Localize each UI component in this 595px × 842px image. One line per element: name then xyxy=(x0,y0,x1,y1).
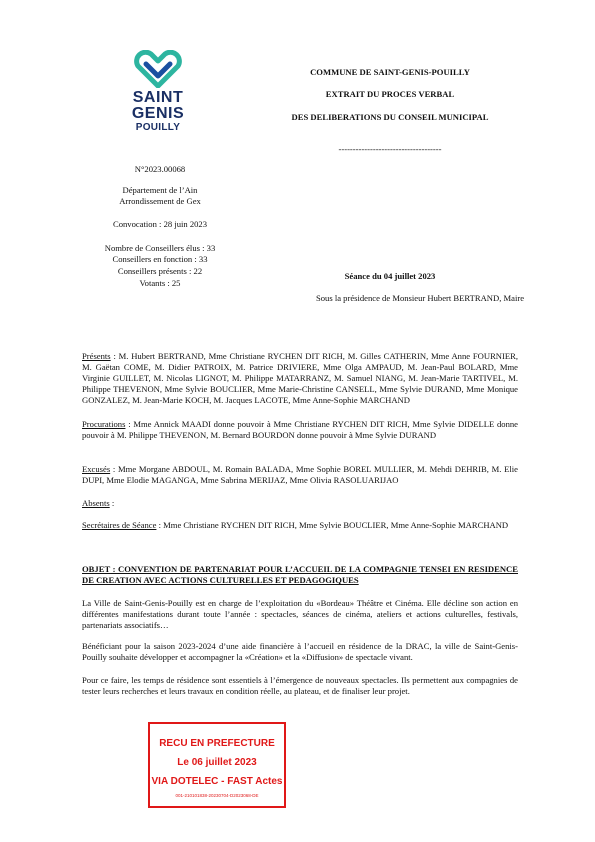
saint-genis-pouilly-logo xyxy=(127,50,189,133)
extrait-title: EXTRAIT DU PROCES VERBAL xyxy=(325,89,455,99)
objet-text: : CONVENTION DE PARTENARIAT POUR L’ACCUEIL DE LA COMPAGNIE TENSEI EN RESIDENCE DE CREATION AVEC ACTIONS CULTURELLES ET PEDAGOGIQUES xyxy=(82,564,518,585)
objet-label: OBJET xyxy=(82,564,111,574)
secretaires-paragraph xyxy=(82,520,518,531)
body-paragraph-3: Pour ce faire, les temps de résidence sont essentiels à l’émergence de nouveaux spectacles. Ils permettent aux compagnies de tester leurs recherches et leurs travaux en condition réelle, au plateau, et de finaliser leur projet. xyxy=(82,675,518,696)
deliberations-title: DES DELIBERATIONS DU CONSEIL MUNICIPAL xyxy=(291,112,489,122)
heart-logo-icon xyxy=(132,50,184,88)
presents-text: : M. Hubert BERTRAND, Mme Christiane RYCHEN DIT RICH, M. Gilles CATHERIN, Mme Anne FOURNIER, M. Gaëtan COME, M. Didier PATROIX, M. Patrice DRIVIERE, Mme Olga AMPAUD, M. Jean-Paul BOLARD, Mme Virginie GUILLET, M. Nicolas LIGNOT, M. Philippe MATARRANZ, M. Samuel NIANG, M. Jean-Marie TARTIVEL, M. Philippe THEVENON, Mme Sylvie BOUCLIER, Mme Marie-Christine CANSELL, Mme Sylvie DURAND, Mme Monique GONZALEZ, M. Jean-Marie KOCH, M. Jacques LACOTE, Mme Anne-Sophie MARCHAND xyxy=(82,351,518,405)
logo-line-1: SAINT xyxy=(132,89,184,106)
prefecture-stamp xyxy=(148,722,286,808)
stamp-line-3: VIA DOTELEC - FAST Actes xyxy=(151,776,283,787)
procurations-paragraph xyxy=(82,419,518,441)
presents-label: Présents xyxy=(82,351,111,361)
logo-line-2: GENIS xyxy=(131,105,185,122)
excuses-label: Excusés xyxy=(82,464,111,474)
logo-line-3: POUILLY xyxy=(135,122,181,133)
departement: Département de l’Ain xyxy=(122,185,198,195)
absents-paragraph xyxy=(82,498,518,509)
secretaires-text: : Mme Christiane RYCHEN DIT RICH, Mme Sylvie BOUCLIER, Mme Anne-Sophie MARCHAND xyxy=(156,520,509,530)
presents-paragraph xyxy=(82,351,518,406)
presidence: Sous la présidence de Monsieur Hubert BERTRAND, Maire xyxy=(315,293,525,303)
arrondissement: Arrondissement de Gex xyxy=(119,196,201,206)
deliberation-number: N°2023.00068 xyxy=(134,164,186,174)
objet-paragraph xyxy=(82,564,518,586)
stamp-line-1: RECU EN PREFECTURE xyxy=(159,738,275,749)
conseillers-presents: Conseillers présents : 22 xyxy=(117,266,203,276)
header-separator: ------------------------------------ xyxy=(338,144,442,154)
seance-date: Séance du 04 juillet 2023 xyxy=(344,271,436,281)
convocation: Convocation : 28 juin 2023 xyxy=(112,219,208,229)
excuses-paragraph xyxy=(82,464,518,486)
conseillers-elus: Nombre de Conseillers élus : 33 xyxy=(104,243,216,253)
absents-text: : xyxy=(109,498,115,508)
votants: Votants : 25 xyxy=(139,278,181,288)
body-paragraph-2: Bénéficiant pour la saison 2023-2024 d’une aide financière à l’accueil en résidence de la DRAC, la ville de Saint-Genis-Pouilly souhaite développer et accompagner la «Création» et la «Diffusion» de spectacle vivant. xyxy=(82,641,518,662)
body-paragraph-1: La Ville de Saint-Genis-Pouilly est en charge de l’exploitation du «Bordeau» Théâtre et Cinéma. Elle décline son action en différentes manifestations durant toute l’année : spectacles, séances de cinéma, ateliers et actions culturelles, festivals, partenariats associatifs… xyxy=(82,598,518,630)
stamp-line-2: Le 06 juillet 2023 xyxy=(177,757,257,768)
procurations-text: : Mme Annick MAADI donne pouvoir à Mme Christiane RYCHEN DIT RICH, Mme Sylvie DIDELLE donne pouvoir à M. Philippe THEVENON, M. Bernard BOURDON donne pouvoir à Mme Sylvie DURAND xyxy=(82,419,518,440)
conseillers-fonction: Conseillers en fonction : 33 xyxy=(112,254,208,264)
procurations-label: Procurations xyxy=(82,419,126,429)
secretaires-label: Secrétaires de Séance xyxy=(82,520,157,530)
stamp-line-4: 001-210101838-20230704-D2023068-DE xyxy=(175,793,259,798)
absents-label: Absents xyxy=(82,498,110,508)
excuses-text: : Mme Morgane ABDOUL, M. Romain BALADA, Mme Sophie BOREL MULLIER, M. Mehdi DEHRIB, M. Elie DUPI, Mme Elodie MAGANGA, Mme Sabrina MERIJAZ, Mme Olivia RASOLUARIJAO xyxy=(82,464,518,485)
commune-title: COMMUNE DE SAINT-GENIS-POUILLY xyxy=(310,67,470,77)
